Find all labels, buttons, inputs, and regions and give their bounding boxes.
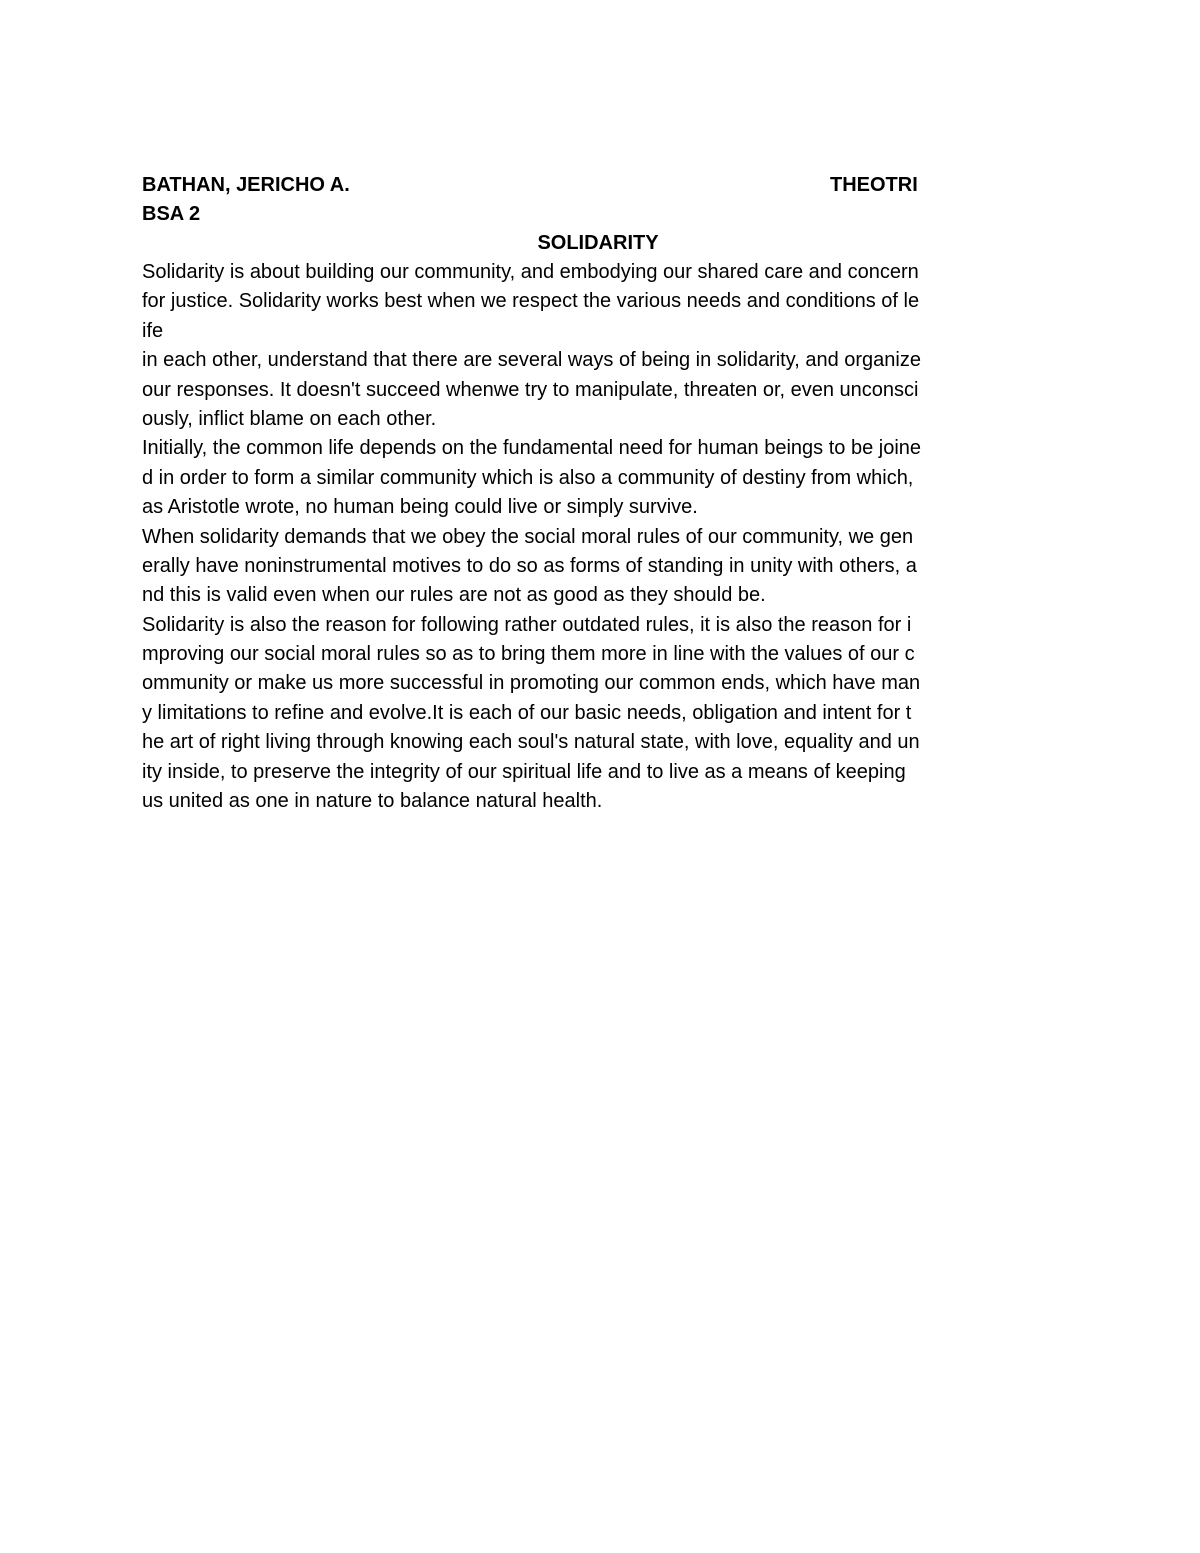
text-line: for justice. Solidarity works best when we respect the various needs and conditions of le [142, 290, 920, 313]
program-label: BSA 2 [142, 203, 201, 225]
text-line: our responses. It doesn't succeed whenwe try to manipulate, threaten or, even unconsci [142, 378, 919, 401]
body-text [142, 258, 1062, 816]
text-line: When solidarity demands that we obey the social moral rules of our community, we gen [142, 525, 914, 548]
course-code: THEOTRI [830, 174, 918, 196]
text-line: nd this is valid even when our rules are not as good as they should be. [142, 584, 766, 607]
document-content [142, 171, 1062, 816]
text-line: ife [142, 319, 164, 342]
text-line: mproving our social moral rules so as to bring them more in line with the values of our c [142, 643, 915, 666]
text-line: d in order to form a similar community which is also a community of destiny from which, [142, 466, 914, 489]
text-line: he art of right living through knowing each soul's natural state, with love, equality and un [142, 731, 920, 754]
author-name: BATHAN, JERICHO A. [142, 174, 350, 196]
text-line: in each other, understand that there are several ways of being in solidarity, and organize [142, 349, 921, 372]
text-line: ity inside, to preserve the integrity of our spiritual life and to live as a means of keeping [142, 760, 906, 783]
text-line: us united as one in nature to balance natural health. [142, 790, 603, 813]
text-line: ously, inflict blame on each other. [142, 407, 437, 430]
text-line: y limitations to refine and evolve.It is each of our basic needs, obligation and intent for t [142, 701, 912, 724]
text-line: Solidarity is about building our community, and embodying our shared care and concern [142, 261, 919, 283]
header-row [142, 171, 1062, 200]
text-line: as Aristotle wrote, no human being could live or simply survive. [142, 496, 698, 519]
text-line: erally have noninstrumental motives to do so as forms of standing in unity with others, a [142, 554, 917, 577]
text-line: Initially, the common life depends on the fundamental need for human beings to be joine [142, 437, 922, 460]
text-line: ommunity or make us more successful in promoting our common ends, which have man [142, 672, 921, 695]
document-title: SOLIDARITY [537, 232, 659, 254]
text-line: Solidarity is also the reason for following rather outdated rules, it is also the reason for i [142, 613, 912, 636]
